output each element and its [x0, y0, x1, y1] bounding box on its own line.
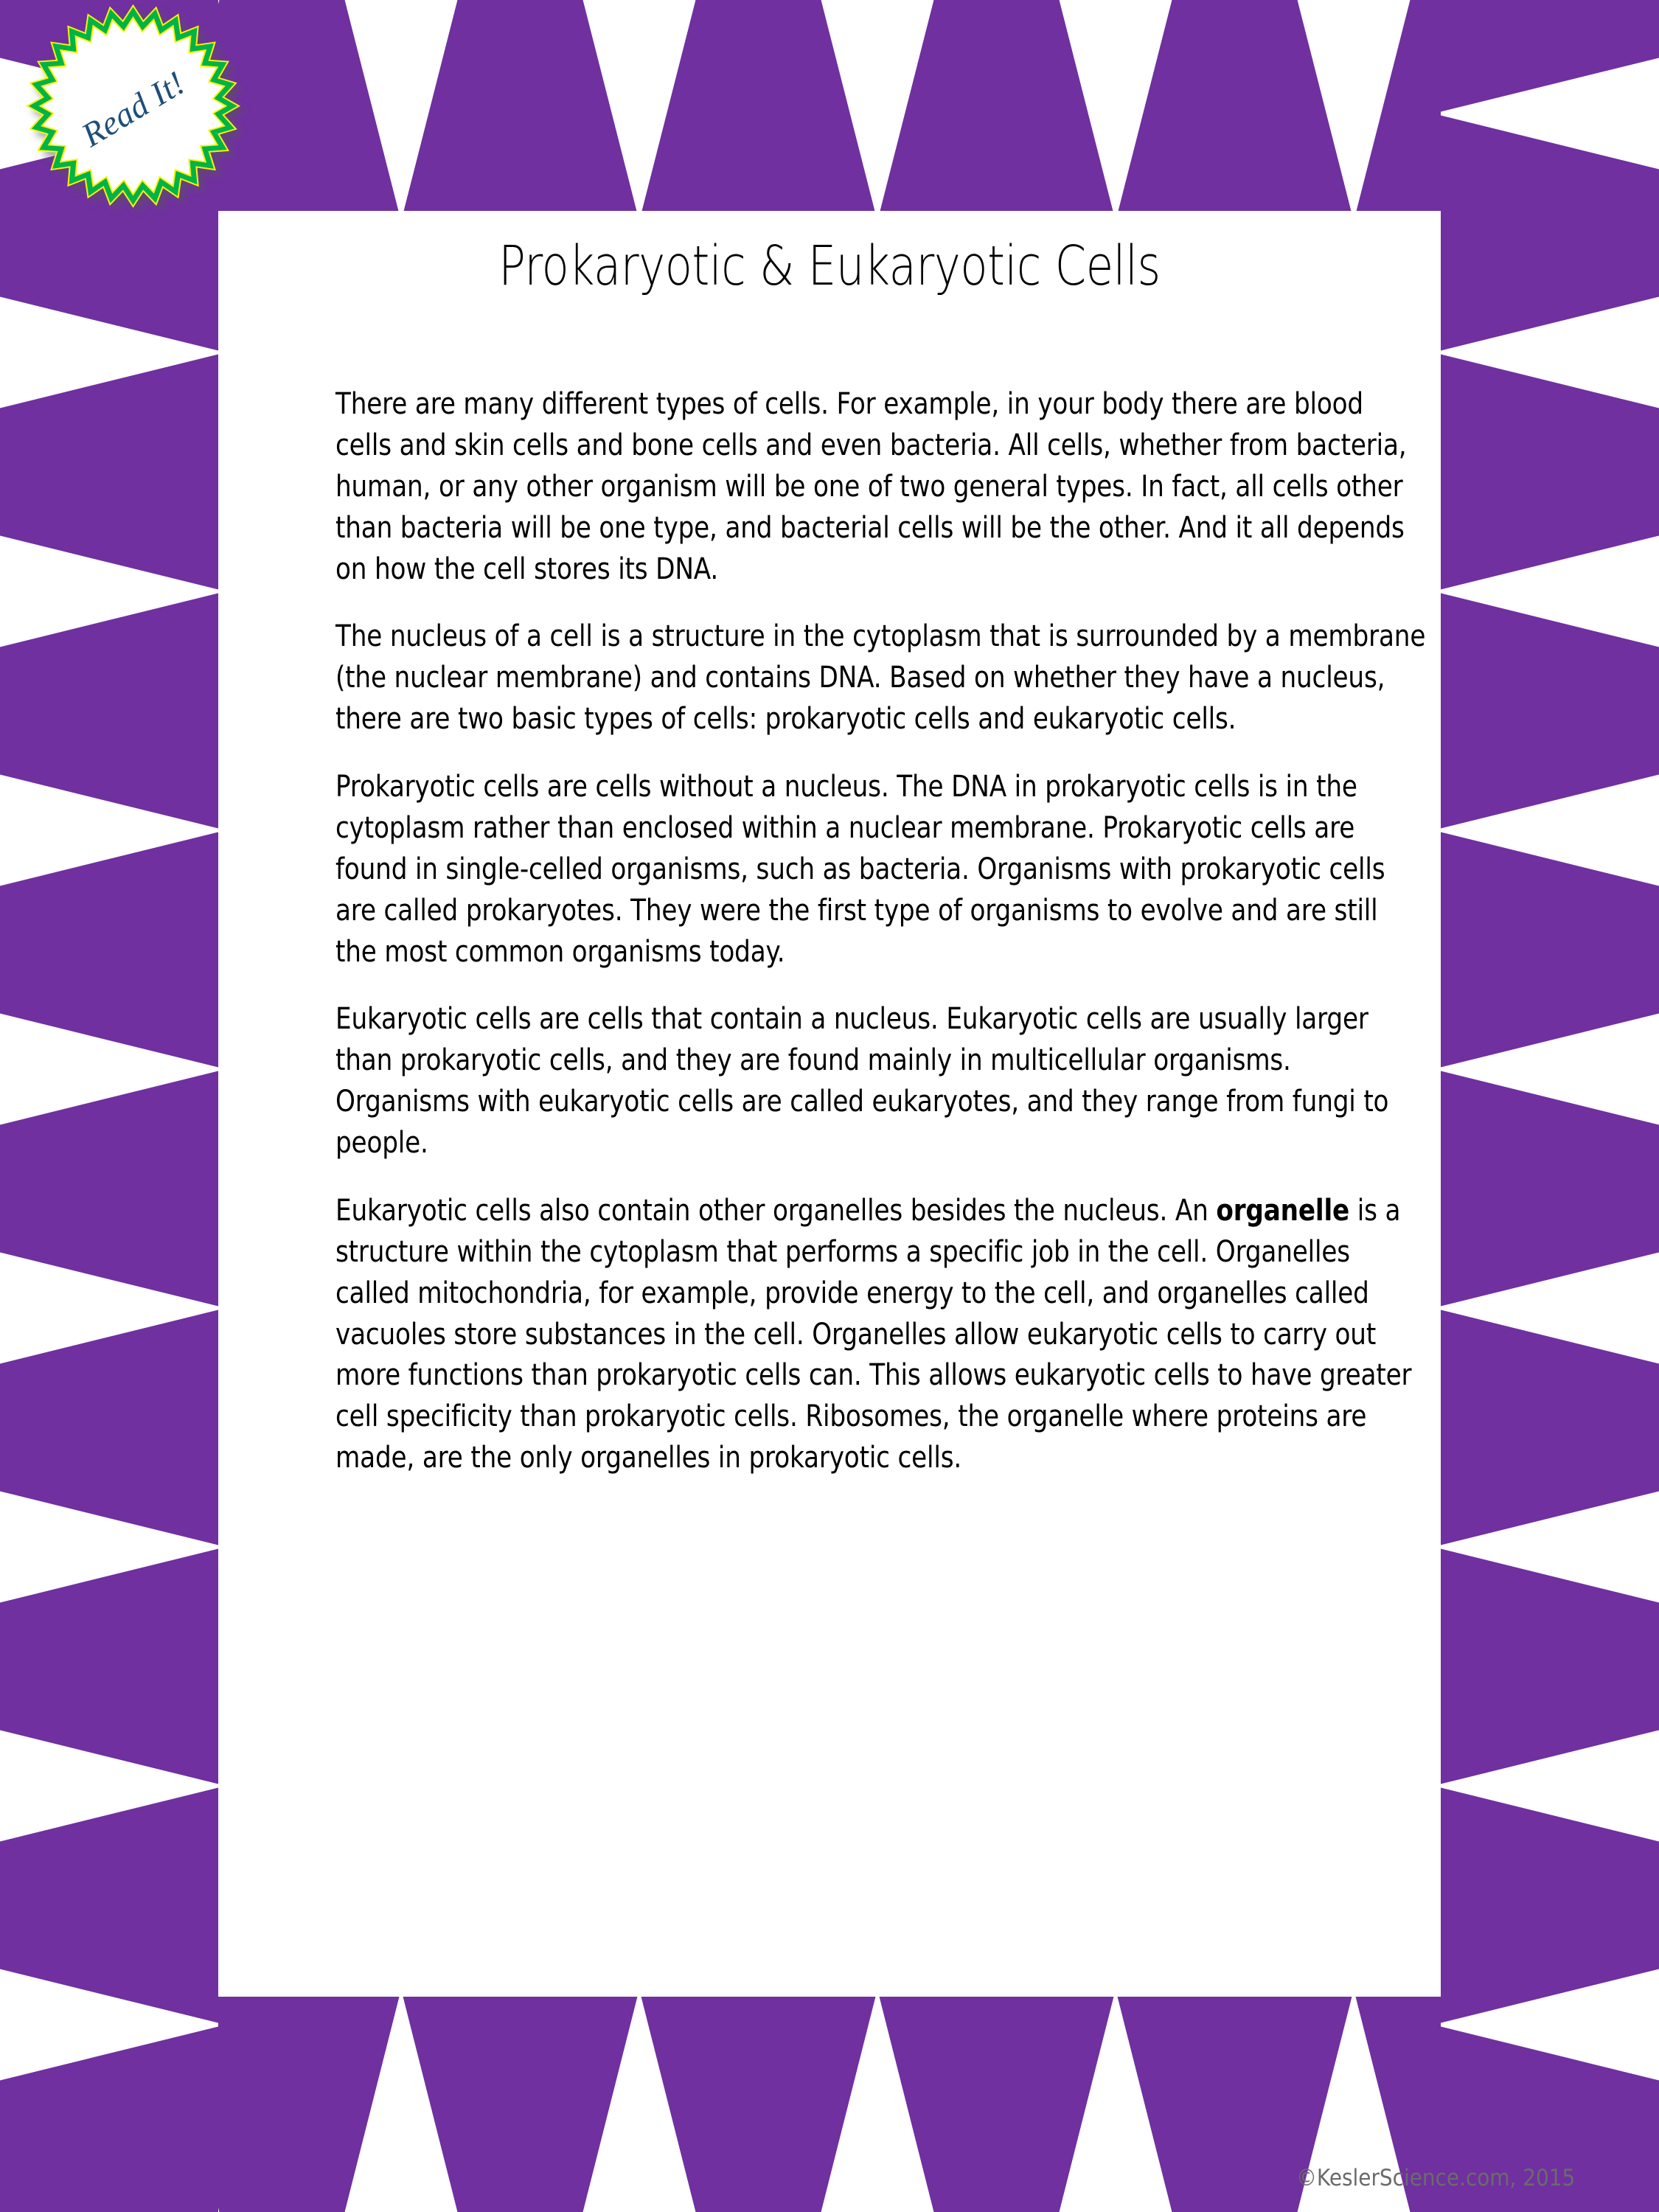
starburst-badge-icon — [43, 16, 223, 201]
right-triangle-pattern — [1441, 0, 1659, 2212]
paragraph: Eukaryotic cells are cells that contain a nucleus. Eukaryotic cells are usually larger than prokaryotic cells, and they are found mainly in multicellular organisms. Organisms with eukaryotic cells are called eukaryotes, and they range from fungi to people. — [335, 1001, 1389, 1160]
paragraph: Prokaryotic cells are cells without a nucleus. The DNA in prokaryotic cells is in the cytoplasm rather than enclosed within a nuclear membrane. Prokaryotic cells are found in single-celled organisms, such as bacteria. Organisms with prokaryotic cells are called prokaryotes. They were the first type of organisms to evolve and are still the most common organisms today. — [335, 768, 1385, 969]
left-triangle-pattern — [0, 0, 218, 2212]
paragraph: There are many different types of cells. For example, in your body there are blood cells and skin cells and bone cells and even bacteria. All cells, whether from bacteria, human, or any other organism will be one of two general types. In fact, all cells other than bacteria will be one type, and bacterial cells will be the other. And it all depends on how the cell stores its DNA. — [335, 386, 1407, 586]
badge-label: Read It! — [74, 63, 192, 154]
emphasized-term: organelle — [1216, 1192, 1350, 1228]
article-body — [335, 383, 1427, 1478]
frame-band-top — [0, 0, 1659, 211]
read-it-badge — [43, 16, 223, 201]
page-title: Prokaryotic & Eukaryotic Cells — [498, 234, 1161, 298]
paragraph: The nucleus of a cell is a structure in the cytoplasm that is surrounded by a membrane (the nuclear membrane) and contains DNA. Based on whether they have a nucleus, there are two basic types of cells: prokaryotic cells and eukaryotic cells. — [335, 618, 1426, 737]
frame-band-right — [1441, 0, 1659, 2212]
frame-band-left — [0, 0, 218, 2212]
paragraph: Eukaryotic cells also contain other organelles besides the nucleus. An organelle is a structure within the cytoplasm that performs a specific job in the cell. Organelles called mitochondria, for example, provide energy to the cell, and organelles called vacuoles store substances in the cell. Organelles allow eukaryotic cells to carry out more functions than prokaryotic cells can. This allows eukaryotic cells to have greater cell specificity than prokaryotic cells. Ribosomes, the organelle where proteins are made, are the only organelles in prokaryotic cells. — [335, 1192, 1412, 1475]
top-triangle-pattern — [0, 0, 1659, 211]
copyright-notice: ©KeslerScience.com, 2015 — [1295, 2165, 1575, 2191]
